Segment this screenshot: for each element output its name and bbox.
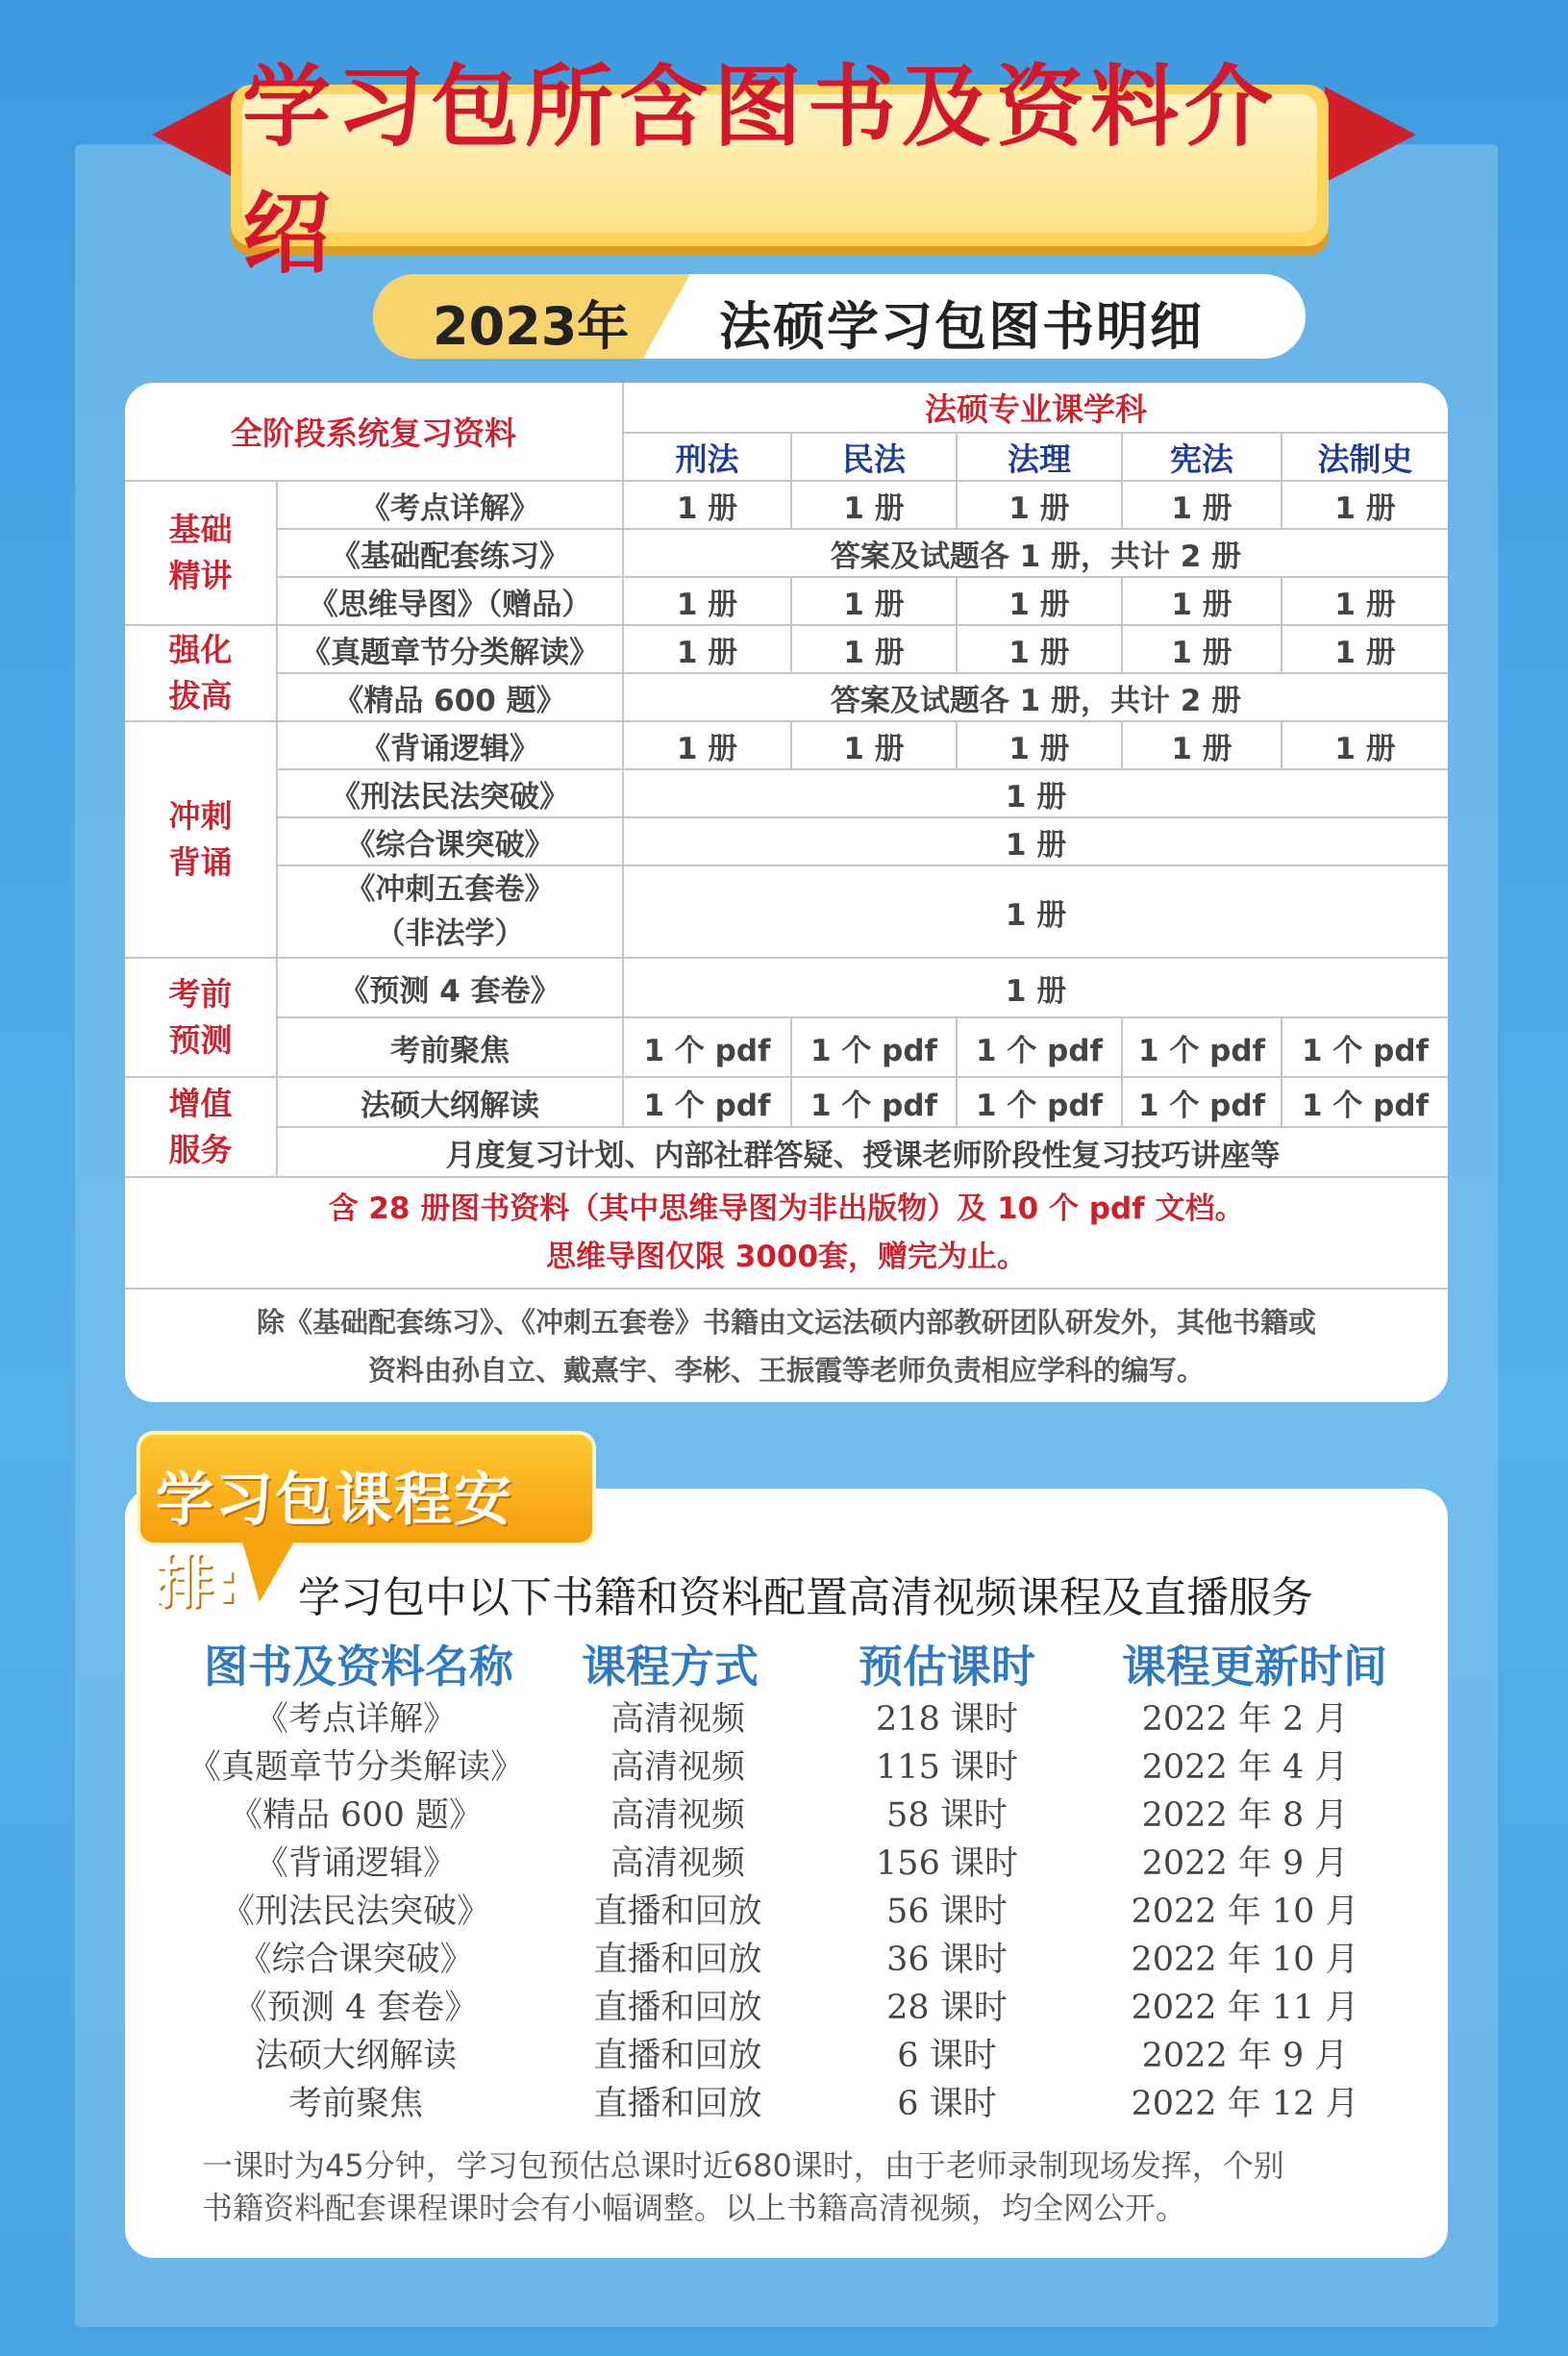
course-update: 2022 年 2 月 [1141,1700,1349,1739]
book-table [125,383,1448,1402]
book-name: 《背诵逻辑》 [277,721,623,769]
course-name: 《真题章节分类解读》 [187,1748,524,1787]
category-chongci: 冲刺 背诵 [125,721,277,958]
book-table-card [125,383,1448,1402]
course-name: 《预测 4 套卷》 [233,1989,479,2027]
course-hours: 36 课时 [886,1941,1008,1979]
book-name: 法硕大纲解读 [277,1077,623,1127]
table-cell: 1 册 [791,481,957,529]
table-cell: 1 册 [1282,481,1448,529]
course-mode: 直播和回放 [593,2037,762,2075]
subject-header: 民法 [791,433,957,481]
subject-header: 刑法 [623,433,791,481]
table-cell: 1 个 pdf [957,1077,1122,1127]
table-cell: 1 册 [1122,625,1282,673]
course-hours: 6 课时 [897,2085,997,2123]
course-subtitle: 学习包中以下书籍和资料配置高清视频课程及直播服务 [298,1573,1313,1622]
course-tag [137,1431,596,1617]
table-cell: 1 册 [623,958,1448,1017]
table-cell: 1 册 [1282,577,1448,625]
table-cell: 1 册 [623,817,1448,865]
table-cell: 1 个 pdf [791,1017,957,1077]
page-title: 学习包所含图书及资料介绍 [242,56,1280,286]
tag-pointer [240,1535,298,1602]
subtitle-pill [373,274,1306,359]
book-name: 《思维导图》（赠品） [277,577,623,625]
table-cell: 1 册 [1282,625,1448,673]
book-name: 《预测 4 套卷》 [277,958,623,1017]
table-cell: 1 册 [791,577,957,625]
table-cell: 1 个 pdf [1282,1017,1448,1077]
table-cell: 1 册 [1122,721,1282,769]
header-group: 法硕专业课学科 [623,383,1448,433]
ribbon-right [1325,87,1416,183]
book-name: 《基础配套练习》 [277,529,623,577]
header-left: 全阶段系统复习资料 [125,383,623,481]
course-update: 2022 年 12 月 [1131,2085,1359,2123]
subject-header: 宪法 [1122,433,1282,481]
course-update: 2022 年 9 月 [1141,1844,1349,1883]
table-cell: 1 册 [623,481,791,529]
table-cell: 1 个 pdf [1282,1077,1448,1127]
book-name: 《考点详解》 [277,481,623,529]
table-cell: 1 册 [957,625,1122,673]
table-cell: 答案及试题各 1 册，共计 2 册 [623,673,1448,721]
course-mode: 直播和回放 [593,1941,762,1979]
course-mode: 直播和回放 [593,2085,762,2123]
category-jichu: 基础 精讲 [125,481,277,625]
course-row [125,2029,1448,2077]
course-hours: 156 课时 [876,1844,1018,1883]
course-mode: 直播和回放 [593,1892,762,1931]
course-mode: 高清视频 [610,1700,745,1739]
subtitle-text: 法硕学习包图书明细 [719,296,1204,357]
course-hours: 56 课时 [886,1892,1008,1931]
course-footer [202,2144,1394,2229]
table-cell: 1 个 pdf [1122,1077,1282,1127]
course-mode: 高清视频 [610,1844,745,1883]
course-header: 预估课时 [859,1641,1035,1692]
book-name: 考前聚焦 [277,1017,623,1077]
table-cell: 1 册 [791,721,957,769]
category-zengzhi: 增值 服务 [125,1077,277,1177]
course-update: 2022 年 10 月 [1131,1892,1359,1931]
course-update: 2022 年 9 月 [1141,2037,1349,2075]
course-hours: 28 课时 [886,1989,1008,2027]
course-header: 课程方式 [582,1641,759,1692]
book-name: 《真题章节分类解读》 [277,625,623,673]
course-name: 《刑法民法突破》 [220,1892,490,1931]
note-line: 除《基础配套练习》、《冲刺五套卷》书籍由文运法硕内部教研团队研发外，其他书籍或 [257,1305,1317,1339]
book-name: 《综合课突破》 [277,817,623,865]
course-name: 《精品 600 题》 [228,1796,484,1835]
service-cell: 月度复习计划、内部社群答疑、授课老师阶段性复习技巧讲座等 [277,1127,1448,1177]
table-cell: 答案及试题各 1 册，共计 2 册 [623,529,1448,577]
subject-header: 法理 [957,433,1122,481]
course-name: 《综合课突破》 [237,1941,474,1979]
course-hours: 6 课时 [897,2037,997,2075]
subject-header: 法制史 [1282,433,1448,481]
course-name: 考前聚焦 [287,2085,423,2123]
course-header: 课程更新时间 [1122,1641,1387,1692]
category-kaoqian: 考前 预测 [125,958,277,1077]
course-update: 2022 年 8 月 [1141,1796,1349,1835]
course-update: 2022 年 11 月 [1131,1989,1359,2027]
table-cell: 1 册 [623,865,1448,958]
summary-line: 思维导图仅限 3000套，赠完为止。 [545,1240,1028,1274]
course-row [125,1741,1448,1789]
footer-line: 一课时为45分钟，学习包预估总课时近680课时，由于老师录制现场发挥，个别 [202,2147,1284,2184]
table-cell: 1 个 pdf [791,1077,957,1127]
table-cell: 1 册 [957,481,1122,529]
course-header: 图书及资料名称 [204,1641,513,1692]
course-tag-text: 学习包课程安排: [156,1466,513,1617]
course-row [125,1933,1448,1981]
course-row [125,2077,1448,2125]
book-name: 《刑法民法突破》 [277,769,623,817]
course-hours: 58 课时 [886,1796,1008,1835]
table-cell: 1 个 pdf [623,1017,791,1077]
course-update: 2022 年 4 月 [1141,1748,1349,1787]
course-row [125,1692,1448,1741]
table-cell: 1 册 [1282,721,1448,769]
year-text: 2023年 [433,296,630,357]
table-cell: 1 册 [957,721,1122,769]
note-line: 资料由孙自立、戴熹宇、李彬、王振霞等老师负责相应学科的编写。 [368,1353,1206,1387]
course-row [125,1837,1448,1885]
footer-line: 书籍资料配套课程课时会有小幅调整。以上书籍高清视频，均全网公开。 [202,2190,1187,2226]
table-cell: 1 册 [623,577,791,625]
course-name: 法硕大纲解读 [254,2037,457,2075]
summary-line: 含 28 册图书资料（其中思维导图为非出版物）及 10 个 pdf 文档。 [328,1191,1245,1226]
table-cell: 1 册 [623,721,791,769]
table-cell: 1 册 [1122,481,1282,529]
course-row [125,1789,1448,1837]
course-hours: 218 课时 [876,1700,1018,1739]
course-name: 《考点详解》 [254,1700,457,1739]
table-cell: 1 册 [623,625,791,673]
table-cell: 1 个 pdf [957,1017,1122,1077]
table-cell: 1 个 pdf [1122,1017,1282,1077]
course-mode: 高清视频 [610,1796,745,1835]
course-row [125,1981,1448,2029]
note-cell [125,1289,1448,1402]
table-cell: 1 个 pdf [623,1077,791,1127]
ribbon-left [152,87,243,183]
table-cell: 1 册 [1122,577,1282,625]
title-banner [231,56,1329,286]
table-cell: 1 册 [791,625,957,673]
summary-cell [125,1177,1448,1289]
book-name: 《冲刺五套卷》 （非法学） [277,865,623,958]
course-mode: 直播和回放 [593,1989,762,2027]
category-qianghua: 强化 拔高 [125,625,277,721]
table-cell: 1 册 [623,769,1448,817]
book-name: 《精品 600 题》 [277,673,623,721]
course-update: 2022 年 10 月 [1131,1941,1359,1979]
table-cell: 1 册 [957,577,1122,625]
course-hours: 115 课时 [876,1748,1018,1787]
course-mode: 高清视频 [610,1748,745,1787]
course-name: 《背诵逻辑》 [254,1844,457,1883]
course-row [125,1885,1448,1933]
